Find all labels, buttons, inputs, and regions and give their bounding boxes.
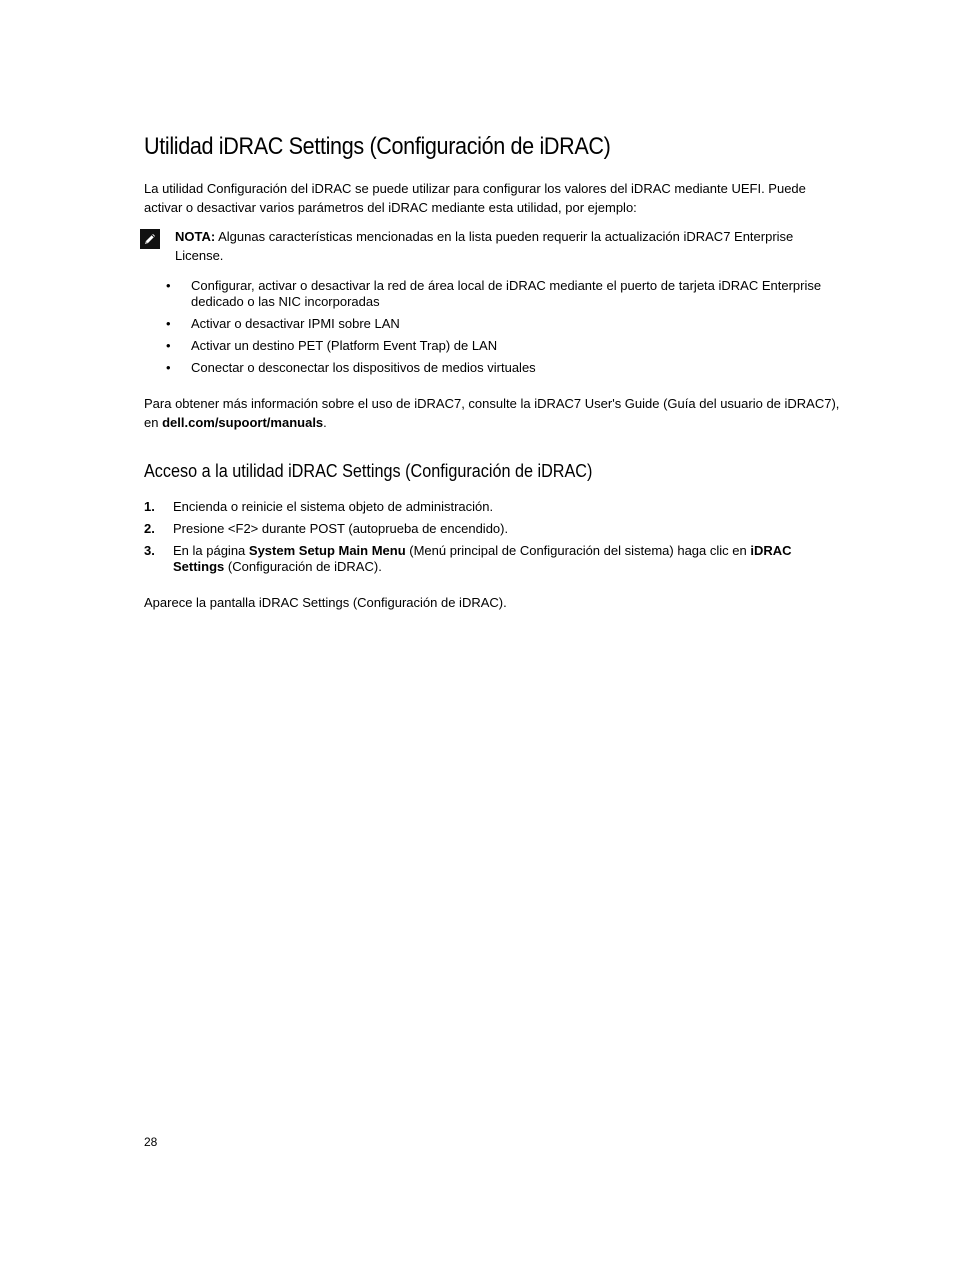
step-item [144, 543, 844, 575]
bullet-mark: • [166, 316, 171, 331]
result-paragraph: Aparece la pantalla iDRAC Settings (Configuración de iDRAC). [144, 595, 507, 610]
step-number: 3. [144, 543, 155, 558]
bullet-mark: • [166, 360, 171, 375]
note-box [140, 227, 840, 267]
step-number: 1. [144, 499, 155, 514]
idrac-settings-label: iDRAC Settings [173, 543, 792, 574]
note-body: Algunas características mencionadas en la lista pueden requerir la actualización iDRAC7 Enterprise License. [175, 229, 794, 263]
note-label: NOTA: [175, 229, 216, 244]
feature-list [166, 278, 836, 382]
list-item-text: Activar un destino PET (Platform Event Trap) de LAN [191, 338, 498, 353]
pencil-note-icon [140, 229, 160, 249]
step-item [144, 521, 844, 537]
step-item [144, 499, 844, 515]
list-item [166, 338, 836, 354]
page-title: Utilidad iDRAC Settings (Configuración de iDRAC) [144, 133, 611, 160]
manuals-link[interactable]: dell.com/supoort/manuals [162, 415, 324, 430]
more-info-text: Para obtener más información sobre el uso de iDRAC7, consulte la iDRAC7 User's Guide (Guía del usuario de iDRAC7), en [144, 396, 840, 430]
intro-paragraph: La utilidad Configuración del iDRAC se puede utilizar para configurar los valores del iDRAC mediante UEFI. Puede activar o desactivar varios parámetros del iDRAC mediante esta utilidad, por ejemplo: [144, 181, 806, 215]
list-item-text: Conectar o desconectar los dispositivos de medios virtuales [191, 360, 536, 375]
step-text: Encienda o reinicie el sistema objeto de administración. [173, 499, 494, 514]
step-text-end: (Configuración de iDRAC). [224, 559, 382, 574]
list-item-text: Configurar, activar o desactivar la red de área local de iDRAC mediante el puerto de tarjeta iDRAC Enterprise dedicado o las NIC incorporadas [191, 278, 822, 309]
bullet-mark: • [166, 338, 171, 353]
page-number: 28 [144, 1135, 158, 1149]
system-setup-menu-label: System Setup Main Menu [248, 543, 406, 558]
list-item [166, 278, 836, 310]
step-number: 2. [144, 521, 155, 536]
list-item [166, 316, 836, 332]
section-subtitle: Acceso a la utilidad iDRAC Settings (Configuración de iDRAC) [144, 461, 593, 481]
note-text [175, 227, 815, 265]
step-text-start: En la página [173, 543, 249, 558]
step-text: Presione <F2> durante POST (autoprueba de encendido). [173, 521, 509, 536]
step-text-middle: (Menú principal de Configuración del sistema) haga clic en [405, 543, 751, 558]
more-info-period: . [323, 415, 327, 430]
more-info-paragraph [144, 394, 844, 432]
bullet-mark: • [166, 278, 171, 293]
list-item-text: Activar o desactivar IPMI sobre LAN [191, 316, 400, 331]
steps-list [144, 499, 844, 581]
list-item [166, 360, 836, 376]
